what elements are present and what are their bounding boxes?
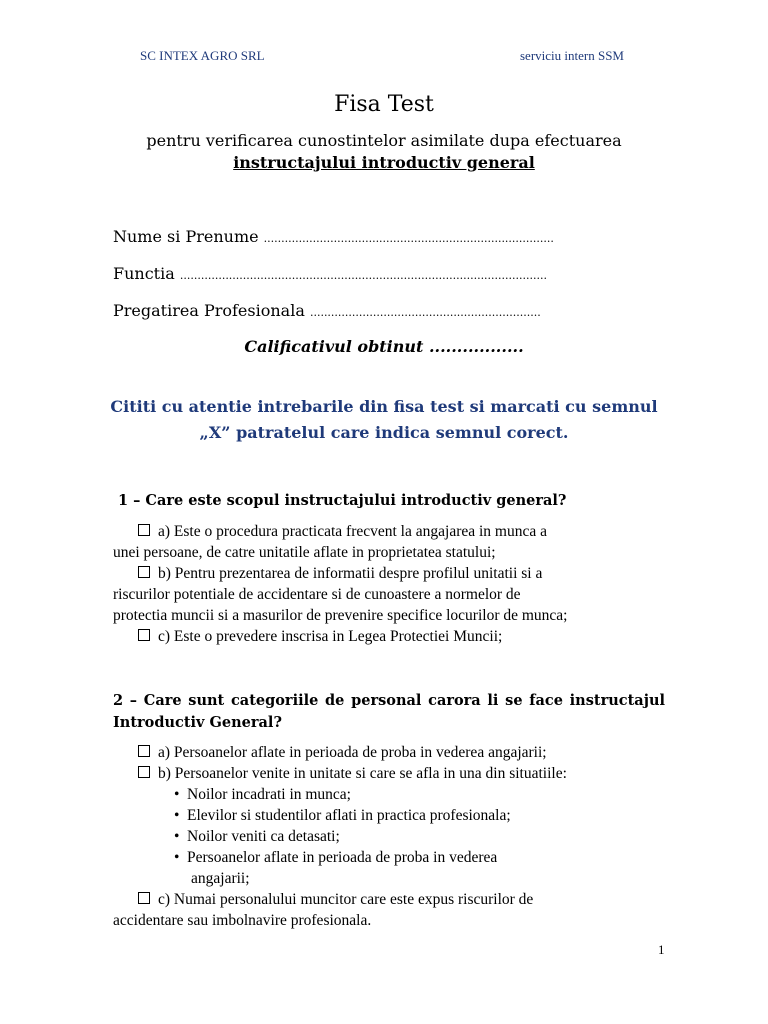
q1-option-b-text: b) Pentru prezentarea de informatii despre profilul unitatii si a (158, 565, 543, 582)
checkbox-icon[interactable] (138, 766, 150, 778)
q2-bullet-4-cont: angajarii; (191, 870, 250, 887)
checkbox-icon[interactable] (138, 524, 150, 536)
page-number: 1 (658, 942, 665, 957)
question-2: 2 – Care sunt categoriile de personal carora li se face instructajul Introductiv General? (113, 692, 665, 731)
instructions (80, 394, 688, 446)
q2-option-c-cont: accidentare sau imbolnavire profesionala. (113, 912, 372, 929)
checkbox-icon[interactable] (138, 892, 150, 904)
question-1-answers (113, 521, 668, 647)
question-2-answers (113, 742, 668, 931)
q2-option-a-text: a) Persoanelor aflate in perioada de proba in vederea angajarii; (158, 744, 547, 761)
checkbox-icon[interactable] (138, 745, 150, 757)
page-title: Fisa Test (334, 92, 434, 117)
q1-option-a[interactable] (113, 521, 668, 542)
function-dots: ......................................................................................................... (179, 269, 548, 282)
header-department: serviciu intern SSM (520, 48, 624, 63)
name-label: Nume si Prenume (113, 227, 259, 246)
training-label: Pregatirea Profesionala (113, 301, 305, 320)
q1-option-a-text: a) Este o procedura practicata frecvent la angajarea in munca a (158, 523, 547, 540)
checkbox-icon[interactable] (138, 566, 150, 578)
name-dots: ................................................................................... (263, 232, 554, 245)
q2-bullet-4: • Persoanelor aflate in perioada de proba in vederea (113, 847, 668, 868)
instructions-line-2: „X” patratelul care indica semnul corect. (199, 423, 569, 442)
question-1: 1 – Care este scopul instructajului introductiv general? (118, 492, 567, 509)
q2-bullet-2: • Elevilor si studentilor aflati in practica profesionala; (113, 805, 668, 826)
q2-bullet-1: • Noilor incadrati in munca; (113, 784, 668, 805)
checkbox-icon[interactable] (138, 629, 150, 641)
subtitle (0, 130, 768, 174)
q1-option-c-text: c) Este o prevedere inscrisa in Legea Protectiei Muncii; (158, 628, 503, 645)
function-field[interactable] (113, 264, 547, 283)
q2-option-b-text: b) Persoanelor venite in unitate si care se afla in una din situatiile: (158, 765, 567, 782)
instructions-line-1: Cititi cu atentie intrebarile din fisa test si marcati cu semnul (110, 397, 658, 416)
q2-option-b[interactable] (113, 763, 668, 784)
training-field[interactable] (113, 301, 541, 320)
q2-option-a[interactable] (113, 742, 668, 763)
q2-option-c[interactable] (113, 889, 668, 910)
header-company: SC INTEX AGRO SRL (140, 48, 265, 63)
q2-option-c-text: c) Numai personalului muncitor care este expus riscurilor de (158, 891, 534, 908)
calificativ-dots: ................. (428, 337, 524, 356)
q1-option-b-cont-1: riscurilor potentiale de accidentare si de cunoastere a normelor de (113, 586, 521, 603)
calificativ-label: Calificativul obtinut (244, 337, 424, 356)
q1-option-b[interactable] (113, 563, 668, 584)
training-dots: .................................................................. (309, 306, 541, 319)
q1-option-b-cont-2: protectia muncii si a masurilor de prevenire specifice locurilor de munca; (113, 607, 568, 624)
name-field[interactable] (113, 227, 554, 246)
q1-option-a-cont: unei persoane, de catre unitatile aflate in proprietatea statului; (113, 544, 496, 561)
function-label: Functia (113, 264, 175, 283)
subtitle-line-2: instructajului introductiv general (233, 153, 535, 172)
q2-bullet-3: • Noilor veniti ca detasati; (113, 826, 668, 847)
calificativ-field[interactable] (0, 337, 768, 356)
q1-option-c[interactable] (113, 626, 668, 647)
subtitle-line-1: pentru verificarea cunostintelor asimilate dupa efectuarea (146, 131, 622, 150)
